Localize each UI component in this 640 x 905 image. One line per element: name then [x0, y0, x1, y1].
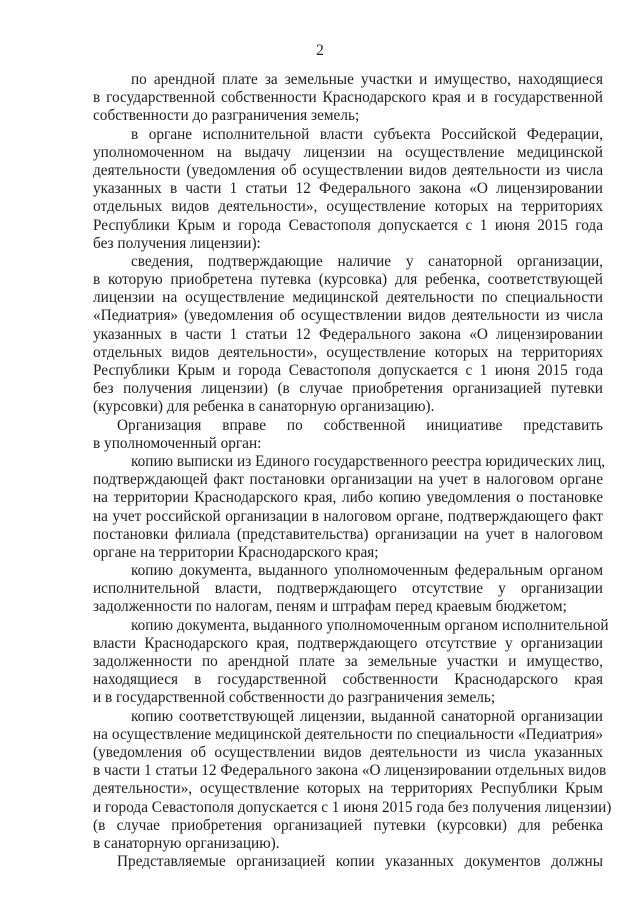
text-line: копию документа, выданного уполномоченным органом исполнительной	[131, 616, 609, 634]
text-line: без получения лицензии) (в случае приобретения организацией путевки	[93, 380, 603, 398]
text-line: (уведомления об осуществлении видов деятельности из числа указанных	[93, 743, 603, 761]
text-line: (в случае приобретения организацией путевки (курсовки) для ребенка	[93, 816, 603, 834]
text-line: подтверждающей факт постановки организации на учет в налоговом органе	[93, 471, 603, 489]
text-line: на территории Краснодарского края, либо копию уведомления о постановке	[93, 489, 603, 507]
text-line: в санаторную организацию).	[93, 834, 280, 852]
paragraph	[93, 707, 612, 854]
text-line: и в государственной собственности до разграничения земель;	[93, 689, 496, 707]
text-line: отдельных видов деятельности», осуществление которых на территориях	[93, 343, 603, 361]
text-line: копию документа, выданного уполномоченным федеральным органом	[131, 562, 603, 580]
paragraph	[93, 562, 603, 617]
text-line: задолженности по арендной плате за земельные участки и имущество,	[93, 653, 603, 670]
text-line: постановки филиала (представительства) организации на учет в налоговом	[93, 525, 603, 543]
text-line: собственности до разграничения земель;	[93, 107, 360, 125]
text-line: уполномоченном на выдачу лицензии на осуществление медицинской	[93, 143, 603, 161]
text-line: указанных в части 1 статьи 12 Федерального закона «О лицензировании	[93, 325, 603, 343]
text-line: в государственной собственности Краснодарского края и в государственной	[93, 89, 603, 107]
text-line: деятельности», осуществление которых на территориях Республики Крым	[93, 780, 603, 798]
document-body	[93, 71, 612, 871]
text-line: (курсовки) для ребенка в санаторную организацию).	[93, 398, 435, 416]
text-line: власти Краснодарского края, подтверждающего отсутствие у организации	[93, 634, 603, 652]
text-line: Республики Крым и города Севастополя допускается с 1 июня 2015 года	[93, 362, 603, 379]
text-line: по арендной плате за земельные участки и имущество, находящиеся	[131, 71, 603, 88]
paragraph	[93, 253, 603, 417]
text-line: Организация вправе по собственной инициативе представить	[117, 416, 603, 434]
text-line: на учет российской организации в налоговом органе, подтверждающего факт	[93, 507, 603, 525]
text-line: «Педиатрия» (уведомления об осуществлении видов деятельности из числа	[93, 307, 603, 325]
paragraph	[93, 126, 603, 253]
page-number: 2	[316, 42, 324, 59]
text-line: задолженности по налогам, пеням и штрафам перед краевым бюджетом;	[93, 598, 567, 616]
paragraph	[93, 452, 606, 562]
text-line: деятельности (уведомления об осуществлении видов деятельности из числа	[93, 161, 603, 179]
text-line: сведения, подтверждающие наличие у санаторной организации,	[131, 252, 603, 270]
text-line: на осуществление медицинской деятельности по специальности «Педиатрия»	[93, 725, 603, 743]
text-line: отдельных видов деятельности», осуществление которых на территориях	[93, 198, 603, 216]
text-line: Представляемые организацией копии указанных документов должны	[117, 853, 603, 871]
text-line: без получения лицензии):	[93, 234, 261, 252]
paragraph	[93, 853, 603, 871]
text-line: в уполномоченный орган:	[93, 434, 262, 452]
text-line: копию выписки из Единого государственного реестра юридических лиц,	[131, 452, 606, 470]
text-line: в органе исполнительной власти субъекта Российской Федерации,	[131, 125, 603, 143]
text-line: исполнительной власти, подтверждающего отсутствие у организации	[93, 580, 603, 598]
text-line: Республики Крым и города Севастополя допускается с 1 июня 2015 года	[93, 216, 603, 234]
text-line: органе на территории Краснодарского края;	[93, 543, 379, 561]
text-line: находящиеся в государственной собственности Краснодарского края	[93, 671, 603, 689]
text-line: лицензии на осуществление медицинской деятельности по специальности	[93, 289, 603, 307]
text-line: и города Севастополя допускается с 1 июня 2015 года без получения лицензии)	[93, 798, 612, 816]
text-line: копию соответствующей лицензии, выданной санаторной организации	[131, 707, 603, 725]
paragraph	[93, 417, 603, 453]
paragraph	[93, 616, 609, 708]
paragraph	[93, 71, 603, 126]
text-line: указанных в части 1 статьи 12 Федерального закона «О лицензировании	[93, 180, 603, 198]
text-line: в части 1 статьи 12 Федерального закона «О лицензировании отдельных видов	[93, 762, 607, 780]
text-line: в которую приобретена путевка (курсовка) для ребенка, соответствующей	[93, 271, 603, 289]
